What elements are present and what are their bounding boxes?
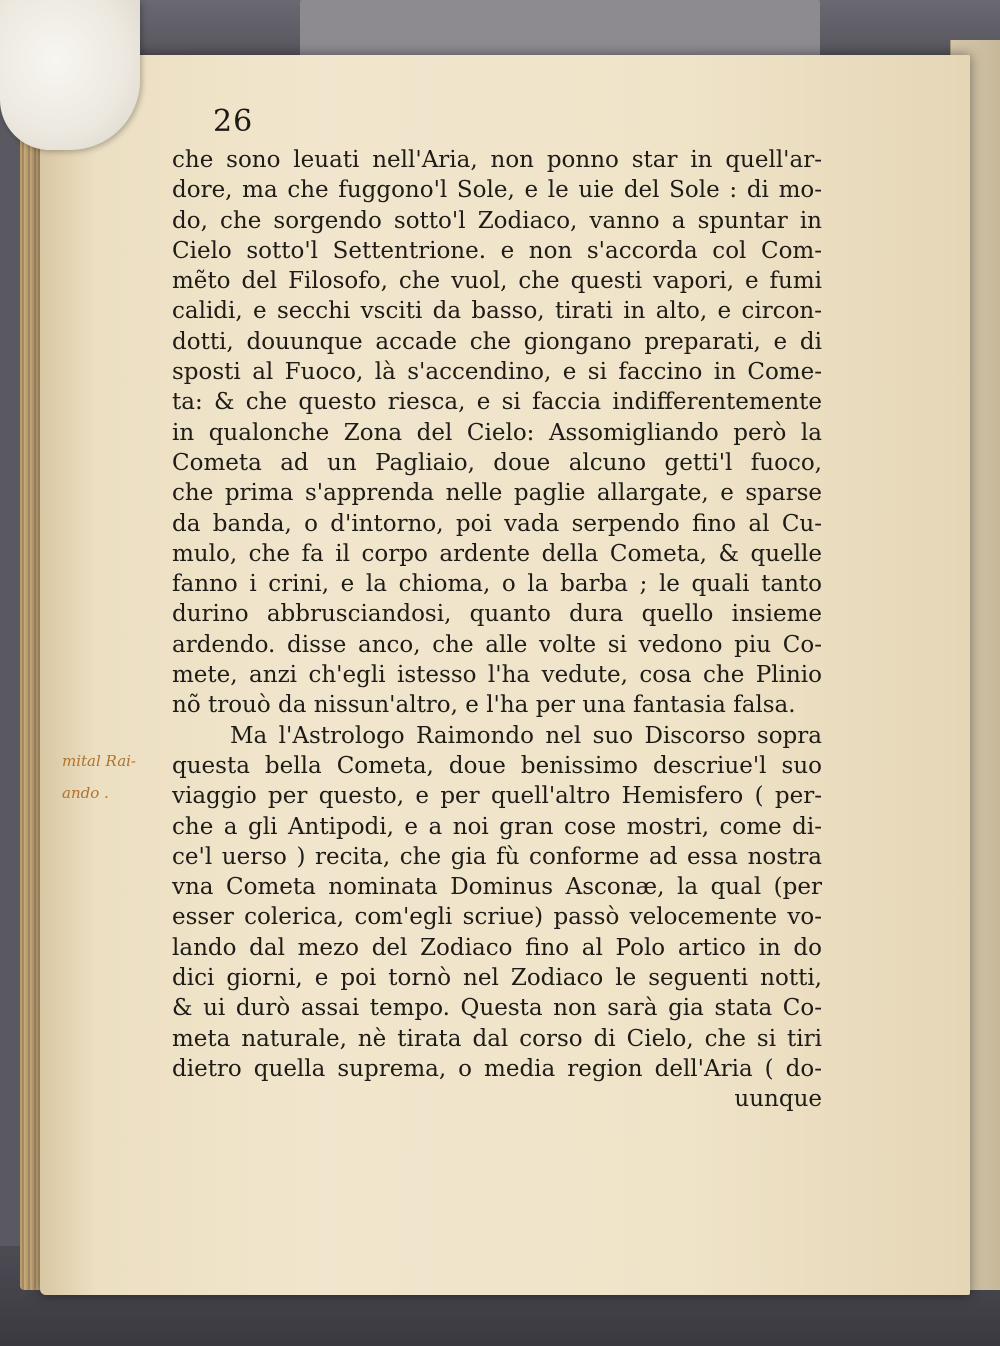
marginal-note-line: mital Rai- <box>62 752 137 770</box>
text-line: calidi, e secchi vsciti da basso, tirati in alto, e circon- <box>172 298 822 325</box>
text-line: fanno i crini, e la chioma, o la barba ; le quali tanto <box>172 571 822 598</box>
text-line: mẽto del Filosofo, che vuol, che questi vapori, e fumi <box>172 268 822 295</box>
text-line: ce'l uerso ) recita, che gia fù conforme ad essa nostra <box>172 843 822 870</box>
text-line: ardendo. disse anco, che alle volte si vedono piu Co- <box>172 631 822 658</box>
text-line: in qualonche Zona del Cielo: Assomigliando però la <box>172 419 822 446</box>
text-line: viaggio per questo, e per quell'altro Hemisfero ( per- <box>172 783 822 810</box>
text-line: che sono leuati nell'Aria, non ponno star in quell'ar- <box>172 147 822 173</box>
text-line: mulo, che fa il corpo ardente della Cometa, & quelle <box>172 540 822 567</box>
text-line: vna Cometa nominata Dominus Asconæ, la qual (per <box>172 874 822 901</box>
text-line: Cielo sotto'l Settentrione. e non s'accorda col Com- <box>172 237 822 264</box>
text-line: dotti, douunque accade che giongano preparati, e di <box>172 328 822 355</box>
text-line: ta: & che questo riesca, e si faccia indifferentemente <box>172 389 822 416</box>
text-line: sposti al Fuoco, là s'accendino, e si faccino in Come- <box>172 359 822 386</box>
text-line: da banda, o d'intorno, poi vada serpendo fino al Cu- <box>172 510 822 537</box>
marginal-note <box>62 745 172 809</box>
text-line: lando dal mezo del Zodiaco fino al Polo artico in do <box>172 934 822 961</box>
text-line: meta naturale, nè tirata dal corso di Cielo, che si tiri <box>172 1025 822 1052</box>
text-line: do, che sorgendo sotto'l Zodiaco, vanno a spuntar in <box>172 207 822 234</box>
text-line: che a gli Antipodi, e a noi gran cose mostri, come di- <box>172 813 822 840</box>
text-line: Cometa ad un Pagliaio, doue alcuno getti'l fuoco, <box>172 449 822 476</box>
text-line: dore, ma che fuggono'l Sole, e le uie del Sole : di mo- <box>172 177 822 204</box>
text-line: Ma l'Astrologo Raimondo nel suo Discorso sopra <box>230 722 822 749</box>
text-line: nõ trouò da nissun'altro, e l'ha per una fantasia falsa. <box>172 692 796 719</box>
text-line: dietro quella suprema, o media region dell'Aria ( do- <box>172 1055 822 1082</box>
catchword: uunque <box>734 1086 822 1113</box>
text-line: durino abbrusciandosi, quanto dura quello insieme <box>172 601 822 628</box>
page-number: 26 <box>213 104 254 139</box>
marginal-note-line: ando . <box>62 784 109 802</box>
text-line: questa bella Cometa, doue benissimo descriue'l suo <box>172 752 822 779</box>
page-clip <box>0 0 140 150</box>
text-line: mete, anzi ch'egli istesso l'ha vedute, cosa che Plinio <box>172 662 822 689</box>
text-line: & ui durò assai tempo. Questa non sarà gia stata Co- <box>172 995 822 1022</box>
page-text <box>172 145 822 1115</box>
text-line: dici giorni, e poi tornò nel Zodiaco le seguenti notti, <box>172 965 822 992</box>
text-line: esser colerica, com'egli scriue) passò velocemente vo- <box>172 904 822 931</box>
text-line: che prima s'apprenda nelle paglie allargate, e sparse <box>172 480 822 507</box>
